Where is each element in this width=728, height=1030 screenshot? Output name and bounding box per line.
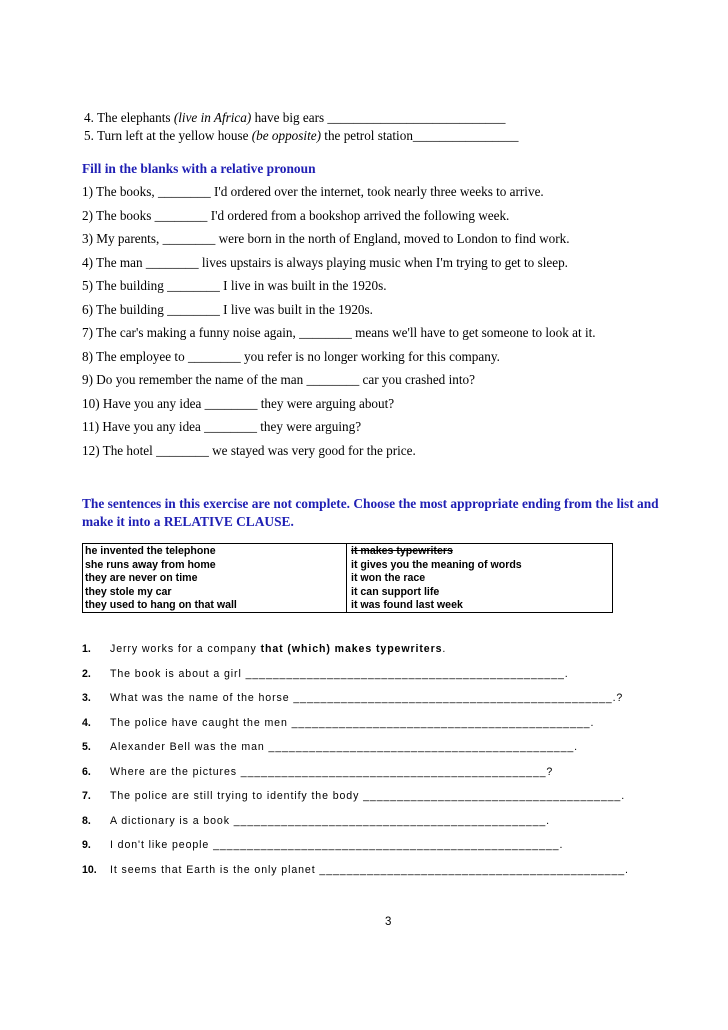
pronoun-item: 8) The employee to ________ you refer is no longer working for this company. (82, 348, 500, 364)
exercise-number: 9. (82, 839, 91, 851)
exercise-text: Alexander Bell was the man _____________________________________________. (110, 741, 579, 753)
pronoun-item: 9) Do you remember the name of the man ________ car you crashed into? (82, 372, 475, 387)
exercise-number: 5. (82, 741, 91, 753)
exercise-line (82, 668, 569, 680)
endings-table (82, 543, 613, 613)
pronoun-item: 7) The car's making a funny noise again, ________ means we'll have to get someone to look at it. (82, 325, 596, 340)
pronoun-item: 6) The building ________ I live was built in the 1920s. (82, 301, 373, 317)
exercise-number: 2. (82, 667, 91, 680)
example-answer: that (which) makes typewriters (260, 643, 443, 655)
exercise-number: 8. (82, 814, 91, 827)
ending-option: they are never on time (85, 572, 198, 585)
ending-option: it can support life (351, 585, 440, 598)
exercise-line (82, 741, 578, 753)
exercise-text: What was the name of the horse _______________________________________________.? (110, 692, 624, 704)
clause-heading: The sentences in this exercise are not complete. Choose the most appropriate ending from the list and make it into a RELATIVE CLAUSE. (82, 496, 659, 529)
item-text: 4. The elephants (84, 110, 174, 125)
item-text: have big ears ___________________________ (251, 110, 506, 125)
item-text: the petrol station________________ (320, 128, 519, 143)
exercise-text: Where are the pictures _____________________________________________? (110, 765, 554, 778)
pronoun-item: 4) The man ________ lives upstairs is always playing music when I'm trying to get to sleep. (82, 254, 568, 270)
exercise-line (82, 717, 594, 729)
endings-column-right (349, 544, 522, 613)
item-hint: (be opposite) (251, 128, 321, 143)
item-hint: (live in Africa) (173, 110, 252, 125)
pronoun-item: 12) The hotel ________ we stayed was very good for the price. (82, 442, 416, 458)
item-5 (84, 128, 518, 144)
page-number: 3 (385, 916, 392, 928)
ending-option: she runs away from home (85, 558, 216, 571)
exercise-text: I don't like people ___________________________________________________. (110, 839, 564, 851)
ending-option: it gives you the meaning of words (351, 558, 522, 571)
exercise-line (82, 815, 550, 827)
item-text: 5. Turn left at the yellow house (84, 128, 252, 143)
exercise-text: It seems that Earth is the only planet _____________________________________________. (110, 863, 629, 876)
exercise-text: Jerry works for a company (110, 643, 261, 655)
exercise-number: 4. (82, 716, 91, 729)
pronoun-item: 10) Have you any idea ________ they were arguing about? (82, 395, 395, 411)
exercise-text: . (442, 643, 447, 655)
exercise-text: The book is about a girl _______________________________________________. (110, 667, 569, 680)
exercise-number: 7. (82, 790, 91, 802)
exercise-line (82, 766, 553, 778)
item-4 (84, 110, 505, 126)
ending-option: he invented the telephone (85, 545, 216, 557)
exercise-number: 10. (82, 863, 97, 876)
pronoun-item: 11) Have you any idea ________ they were arguing? (82, 419, 362, 434)
ending-option: it won the race (351, 572, 426, 585)
ending-option-used: it makes typewriters (351, 545, 453, 557)
exercise-number: 3. (82, 692, 91, 704)
exercise-text: The police have caught the men ____________________________________________. (110, 716, 595, 729)
pronoun-item: 3) My parents, ________ were born in the north of England, moved to London to find work. (82, 231, 570, 246)
exercise-text: A dictionary is a book ______________________________________________. (110, 814, 551, 827)
pronoun-heading: Fill in the blanks with a relative pronoun (82, 161, 316, 176)
exercise-text: The police are still trying to identify the body ______________________________________. (110, 790, 626, 802)
ending-option: they used to hang on that wall (85, 599, 237, 612)
exercise-line (82, 839, 563, 851)
pronoun-item: 2) The books ________ I'd ordered from a bookshop arrived the following week. (82, 207, 510, 223)
pronoun-item: 1) The books, ________ I'd ordered over the internet, took nearly three weeks to arrive. (82, 184, 544, 199)
exercise-line (82, 790, 625, 802)
exercise-line (82, 692, 623, 704)
endings-column-left (83, 544, 347, 612)
exercise-number: 6. (82, 765, 91, 778)
ending-option: they stole my car (85, 585, 172, 598)
ending-option: it was found last week (351, 599, 463, 612)
exercise-line (82, 864, 629, 876)
pronoun-item: 5) The building ________ I live in was built in the 1920s. (82, 278, 387, 293)
exercise-line (82, 643, 446, 655)
exercise-number: 1. (82, 643, 91, 655)
